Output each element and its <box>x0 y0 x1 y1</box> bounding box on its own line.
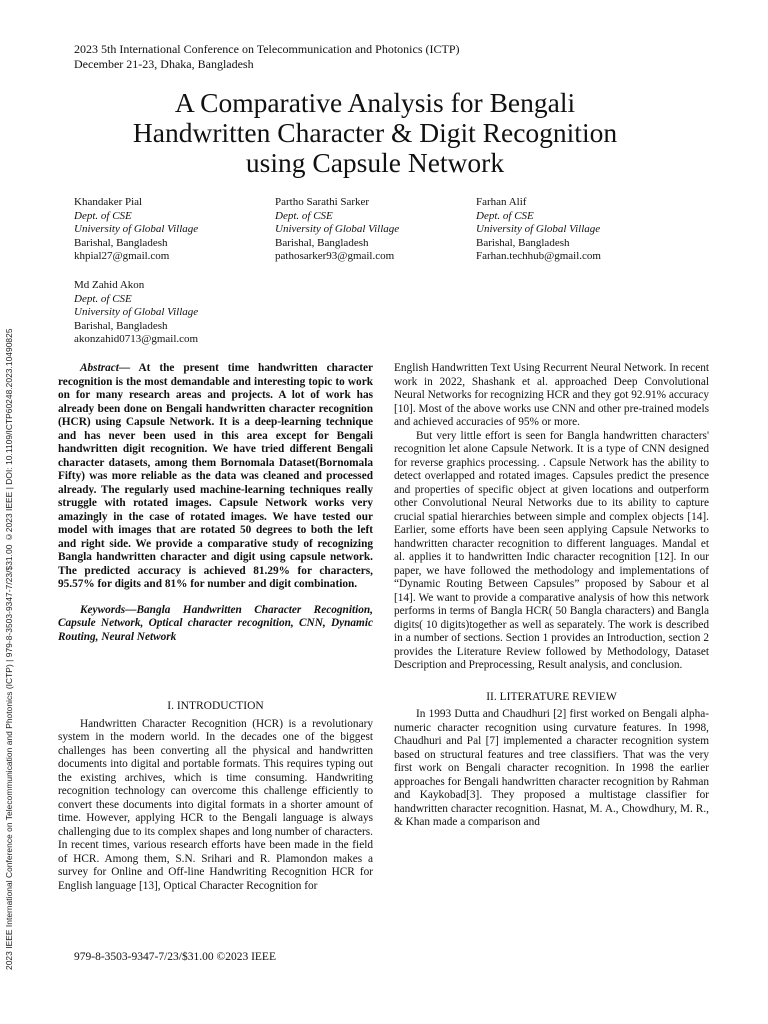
author-name: Farhan Alif <box>476 196 527 208</box>
left-column <box>58 362 373 893</box>
conference-date: December 21-23, Dhaka, Bangladesh <box>74 57 254 71</box>
author-university: University of Global Village <box>74 223 199 236</box>
section-heading-literature-review: II. LITERATURE REVIEW <box>486 690 617 703</box>
author-email: khpial27@gmail.com <box>74 250 170 263</box>
author-dept: Dept. of CSE <box>74 209 132 222</box>
literature-paragraph: In 1993 Dutta and Chaudhuri [2] first worked on Bengali alpha-numeric character recognition using curvature features. In 1998, Chaudhuri and Pal [7] implemented a character recognition system based on structural features and tree classifiers. That was the very first work on Bengali character recognition. In 1998 the earlier approaches for Bengali handwritten character recognition by Rahman and Kaykobad[3]. They proposed a multistage classifier for handwritten character recognition. Hasnat, M. A., Chowdhury, M. R., & Khan made a comparison and <box>394 708 709 828</box>
author-block <box>275 196 399 264</box>
author-email: akonzahid0713@gmail.com <box>74 333 199 346</box>
author-location: Barishal, Bangladesh <box>74 236 168 249</box>
author-name: Partho Sarathi Sarker <box>275 196 370 208</box>
right-column <box>394 362 709 830</box>
author-block <box>476 196 601 264</box>
author-dept: Dept. of CSE <box>74 292 132 305</box>
author-dept: Dept. of CSE <box>476 209 534 222</box>
author-university: University of Global Village <box>476 223 601 236</box>
body-paragraph: But very little effort is seen for Bangla handwritten characters' recognition let alone Capsule Network. It is a type of CNN designed for reverse graphics processing. . Capsule Network has the ability to detect overlapped and rotated images. Capsules predict the presence and properties of specific object at given locations and outperform other Convolutional Neural Networks due to its ability to capture crucial spatial hierarchies between simple and complex objects [14]. Earlier, some efforts have been seen applying Capsule Networks to handwritten character recognition to different languages. Mandal et al. applies it to handwritten Indic character recognition [12]. In our paper, we have followed the methodology and implementations of “Dynamic Routing Between Capsules” proposed by Sabour et al [14]. We want to provide a comparative analysis of how this network performs in terms of Bangla HCR( 50 Bangla characters) and Bangla digits( 10 digits)together as well as separately. The work is described in a number of sections. Section 1 provides an Introduction, section 2 provides the Literature Review followed by Methodology, Dataset Description and Preprocessing, Result analysis, and conclusion. <box>394 429 709 671</box>
author-university: University of Global Village <box>275 223 400 236</box>
author-email: pathosarker93@gmail.com <box>275 250 395 263</box>
author-name: Khandaker Pial <box>74 196 143 208</box>
conference-name: 2023 5th International Conference on Telecommunication and Photonics (ICTP) <box>74 42 460 56</box>
keywords: Keywords—Bangla Handwritten Character Recognition, Capsule Network, Optical character recognition, CNN, Dynamic Routing, Neural Network <box>58 603 373 643</box>
section-heading-introduction: I. INTRODUCTION <box>167 700 264 712</box>
introduction-paragraph: Handwritten Character Recognition (HCR) is a revolutionary system in the modern world. In the decades one of the biggest challenges has been converting all the physical and handwritten documents into digital and portable formats. This requires typing out the existing archives, which is time consuming. Handwriting recognition technology can overcome this challenge efficiently to convert these documents into digital formats in a shorter amount of time. However, applying HCR to the Bengali language is always challenging due to its complex shapes and long number of characters. In recent times, various research efforts have been made in the field of HCR. Among them, S.N. Srihari and R. Plamondon makes a survey for Online and Off-line Handwriting Recognition HCR for English language [13], Optical Character Recognition for <box>58 717 373 892</box>
conference-header <box>74 42 460 72</box>
paper-title: A Comparative Analysis for Bengali Handwritten Character & Digit Recognition using Capsule Network <box>132 87 618 178</box>
author-location: Barishal, Bangladesh <box>476 236 570 249</box>
abstract <box>58 362 373 592</box>
author-dept: Dept. of CSE <box>275 209 333 222</box>
author-block <box>74 279 198 347</box>
author-university: University of Global Village <box>74 306 199 319</box>
author-location: Barishal, Bangladesh <box>74 319 168 332</box>
copyright-footer: 979-8-3503-9347-7/23/$31.00 ©2023 IEEE <box>74 951 276 963</box>
abstract-label: Abstract— <box>80 362 131 374</box>
side-doi-text: 2023 IEEE International Conference on Telecommunication and Photonics (ICTP) | 979-8-3503-9347-7/23/$31.00 ©2023 IEEE | DOI: 10.1109/ICTP60248.2023.10490825 <box>4 328 14 970</box>
author-location: Barishal, Bangladesh <box>275 236 369 249</box>
author-block <box>74 196 198 264</box>
abstract-text: At the present time handwritten character recognition is the most demandable and interesting topic to work on for many research areas and projects. A lot of work has already been done on Bengali handwritten character recognition (HCR) using Capsule Network. It is a deep-learning technique and has never been used in this area except for Bengali handwritten digit recognition. We have tried different Bengali character datasets, among them Bornomala Dataset(Bornomala Fifty) was more reliable as the data was cleaned and processed already. The regularly used machine-learning techniques really struggle with rotated images. Capsule Network works very amazingly in the case of rotated images. We have tested our model with images that are rotated 50 degrees to both the left and right side. We provide a comparative study of recognizing Bangla handwritten character and digit using capsule network. The predicted accuracy is achieved 81.29% for characters, 95.57% for digits and 81% for number and digit combination. <box>58 362 373 590</box>
body-paragraph: English Handwritten Text Using Recurrent Neural Network. In recent work in 2022, Shashank et al. approached Deep Convolutional Neural Networks for recognizing HCR and they got 92.91% accuracy [10]. Most of the above works use CNN and other pre-trained models and achieved accuracies of 95% or more. <box>394 362 709 428</box>
author-name: Md Zahid Akon <box>74 279 145 291</box>
author-email: Farhan.techhub@gmail.com <box>476 250 601 263</box>
